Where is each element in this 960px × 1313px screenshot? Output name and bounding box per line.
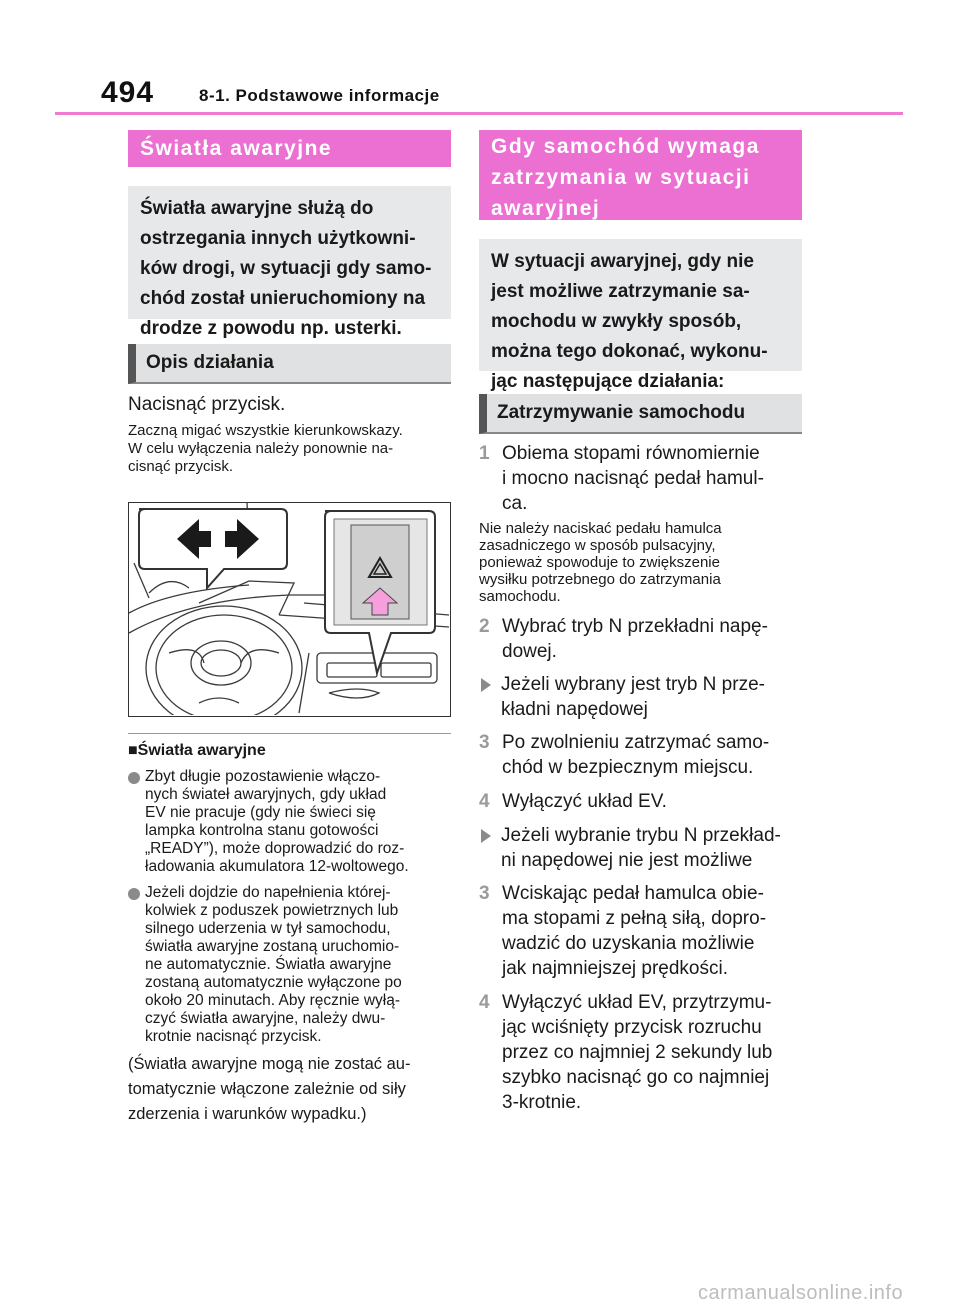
- note-line: Zaczną migać wszystkie kierunkowskazy.: [128, 422, 403, 439]
- step-line: Wciskając pedał hamulca obie-: [502, 883, 764, 904]
- list-item: [128, 768, 458, 876]
- bullet-line: krotnie nacisnąć przycisk.: [145, 1028, 322, 1045]
- note-line: cisnąć przycisk.: [128, 458, 234, 475]
- step-line: Wyłączyć układ EV, przytrzymu-: [502, 992, 772, 1013]
- condition-line: kładni napędowej: [501, 699, 648, 720]
- bullet-line: ładowania akumulatora 12-woltowego.: [145, 858, 409, 875]
- bullet-line: około 20 minutach. Aby ręcznie wyłą-: [145, 992, 401, 1009]
- title-line: awaryjnej: [491, 197, 601, 220]
- intro-line: chód został unieruchomiony na: [140, 288, 426, 309]
- intro-line: ków drogi, w sytuacji gdy samo-: [140, 258, 432, 279]
- step-line: dowej.: [502, 641, 557, 662]
- notes-list: [128, 768, 458, 1127]
- step-number: 3: [479, 732, 490, 753]
- condition-item: [479, 823, 809, 873]
- hazard-lights-title: Światła awaryjne: [128, 130, 451, 167]
- step-line: chód w bezpiecznym miejscu.: [502, 757, 754, 778]
- steps-list: [479, 441, 809, 1115]
- bullet-line: światła awaryjne zostaną uruchomio-: [145, 938, 400, 955]
- condition-line: Jeżeli wybranie trybu N przekład-: [501, 825, 781, 846]
- bullet-line: czyć światła awaryjne, należy dwu-: [145, 1010, 386, 1027]
- closing-line: (Światła awaryjne mogą nie zostać au-: [128, 1055, 411, 1073]
- operation-subheading: Opis działania: [128, 344, 451, 384]
- step-line: jąc wciśnięty przycisk rozruchu: [502, 1017, 762, 1038]
- condition-line: Jeżeli wybrany jest tryb N prze-: [501, 674, 765, 695]
- list-item: [128, 884, 458, 1046]
- step-item: [479, 730, 809, 780]
- dashboard-illustration: [128, 502, 451, 717]
- triangle-bullet-icon: [481, 678, 491, 692]
- note-line: Nie należy naciskać pedału hamulca: [479, 520, 722, 537]
- bullet-icon: [128, 888, 140, 900]
- step-line: Wybrać tryb N przekładni napę-: [502, 616, 768, 637]
- bullet-line: lampka kontrolna stanu gotowości: [145, 822, 379, 839]
- title-line: zatrzymania w sytuacji: [491, 166, 751, 189]
- step-number: 2: [479, 616, 490, 637]
- step-item: [479, 881, 809, 981]
- bullet-line: ne automatycznie. Światła awaryjne: [145, 956, 392, 973]
- intro-line: można tego dokonać, wykonu-: [491, 341, 768, 362]
- step-number: 3: [479, 883, 490, 904]
- note-line: zasadniczego w sposób pulsacyjny,: [479, 537, 716, 554]
- step-line: szybko nacisnąć go co najmniej: [502, 1067, 770, 1088]
- intro-line: jest możliwe zatrzymanie sa-: [491, 281, 750, 302]
- step-line: ca.: [502, 493, 528, 514]
- condition-line: ni napędowej nie jest możliwe: [501, 850, 753, 871]
- intro-line: Światła awaryjne służą do: [140, 198, 374, 219]
- bullet-line: kolwiek z poduszek powietrznych lub: [145, 902, 399, 919]
- stopping-subheading: Zatrzymywanie samochodu: [479, 394, 802, 434]
- bullet-line: EV nie pracuje (gdy nie świeci się: [145, 804, 376, 821]
- condition-item: [479, 672, 809, 722]
- step-number: 1: [479, 443, 490, 464]
- instruction-note: [128, 422, 458, 476]
- watermark: carmanualsonline.info: [698, 1282, 904, 1304]
- notes-divider: [128, 733, 451, 734]
- bullet-line: „READY”), może doprowadzić do roz-: [145, 840, 405, 857]
- dashboard-drawing: [129, 503, 449, 715]
- note-line: W celu wyłączenia należy ponownie na-: [128, 440, 394, 457]
- emergency-intro-box: [479, 239, 802, 392]
- title-line: Gdy samochód wymaga: [491, 135, 760, 158]
- closing-note: [128, 1052, 458, 1127]
- intro-line: W sytuacji awaryjnej, gdy nie: [491, 251, 754, 272]
- notes-heading: ■Światła awaryjne: [128, 742, 266, 759]
- step-number: 4: [479, 992, 490, 1013]
- triangle-bullet-icon: [481, 829, 491, 843]
- bullet-line: zostaną automatycznie wyłączone po: [145, 974, 402, 991]
- bullet-line: Jeżeli dojdzie do napełnienia której-: [145, 884, 391, 901]
- intro-line: ostrzegania innych użytkowni-: [140, 228, 416, 249]
- page-number: 494: [101, 76, 155, 109]
- closing-line: zderzenia i warunków wypadku.): [128, 1105, 367, 1123]
- step-line: Wyłączyć układ EV.: [502, 791, 667, 812]
- step-line: jak najmniejszej prędkości.: [502, 958, 728, 979]
- step-line: ma stopami z pełną siłą, dopro-: [502, 908, 767, 929]
- note-line: samochodu.: [479, 588, 561, 605]
- emergency-stop-title: [479, 130, 802, 220]
- step-item: [479, 990, 809, 1115]
- intro-line: drodze z powodu np. usterki.: [140, 318, 402, 339]
- bullet-icon: [128, 772, 140, 784]
- step-number: 4: [479, 791, 490, 812]
- press-button-instruction: Nacisnąć przycisk.: [128, 394, 286, 415]
- intro-line: mochodu w zwykły sposób,: [491, 311, 742, 332]
- step-line: Obiema stopami równomiernie: [502, 443, 760, 464]
- step-item: [479, 614, 809, 664]
- intro-line: jąc następujące działania:: [491, 371, 725, 392]
- step-line: Po zwolnieniu zatrzymać samo-: [502, 732, 770, 753]
- step-line: przez co najmniej 2 sekundy lub: [502, 1042, 773, 1063]
- bullet-line: silnego uderzenia w tył samochodu,: [145, 920, 391, 937]
- step-item: [479, 441, 809, 516]
- section-title: 8-1. Podstawowe informacje: [199, 86, 440, 105]
- step-line: 3-krotnie.: [502, 1092, 582, 1113]
- step-line: wadzić do uzyskania możliwie: [502, 933, 755, 954]
- bullet-line: Zbyt długie pozostawienie włączo-: [145, 768, 381, 785]
- note-line: wysiłku potrzebnego do zatrzymania: [479, 571, 721, 588]
- closing-line: tomatycznie włączone zależnie od siły: [128, 1080, 406, 1098]
- header-divider: [55, 112, 903, 115]
- note-line: ponieważ spowoduje to zwiększenie: [479, 554, 720, 571]
- step-note: [479, 520, 809, 605]
- bullet-line: nych świateł awaryjnych, gdy układ: [145, 786, 387, 803]
- step-item: [479, 789, 809, 814]
- step-line: i mocno nacisnąć pedał hamul-: [502, 468, 764, 489]
- hazard-intro-box: [128, 186, 451, 339]
